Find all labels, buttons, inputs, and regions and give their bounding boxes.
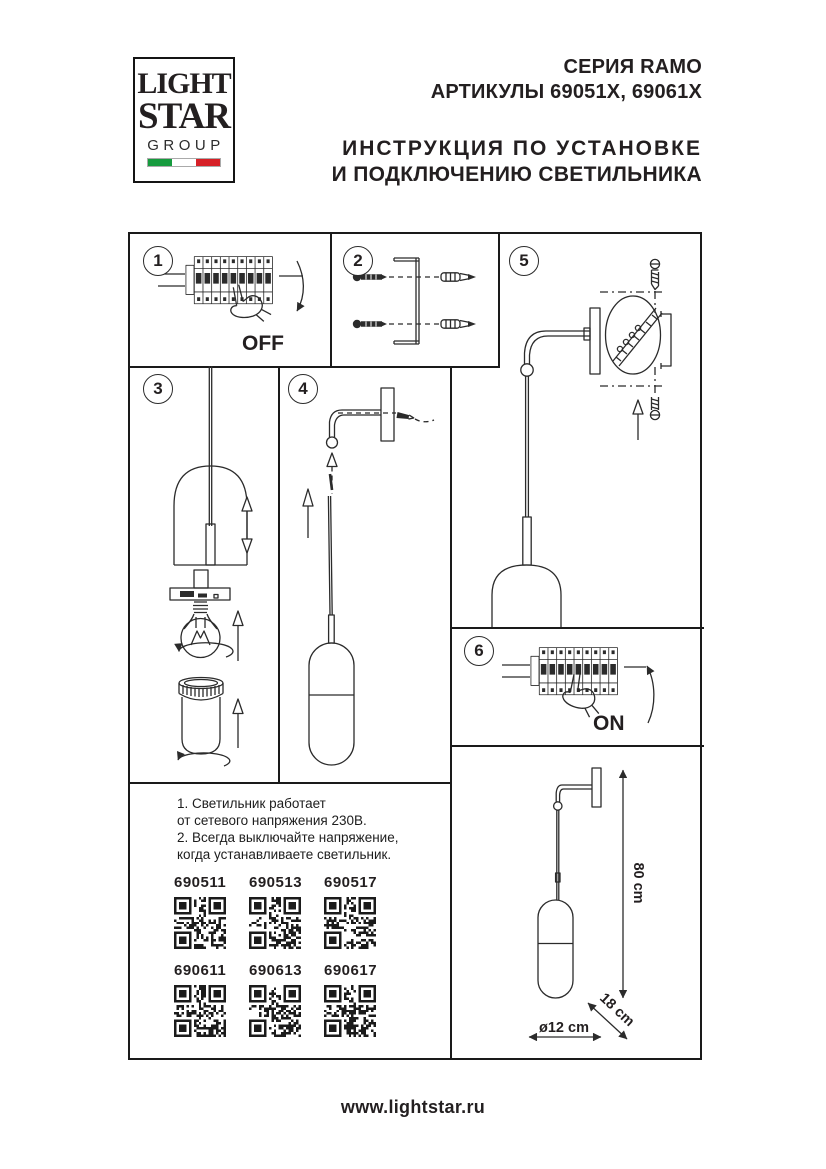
off-label: OFF xyxy=(242,332,284,355)
qr-code xyxy=(174,897,226,949)
up-arrow-icon xyxy=(233,611,243,626)
article-item xyxy=(249,874,324,949)
note-line: от сетевого напряжения 230В. xyxy=(177,813,367,828)
note-line: когда устанавливаете светильник. xyxy=(177,847,392,862)
step-panel-3 xyxy=(130,366,278,784)
step-panel-5 xyxy=(450,234,704,627)
arm-ball-joint xyxy=(521,364,533,376)
flag-green-segment xyxy=(148,159,172,166)
bulb-assembly-illustration xyxy=(130,366,278,784)
pendant-hanging-illustration xyxy=(278,366,450,784)
article-code: 690617 xyxy=(324,962,378,979)
step-number-badge: 3 xyxy=(143,374,173,404)
diameter-dimension-label: ø12 cm xyxy=(539,1020,589,1036)
step-number-badge: 4 xyxy=(288,374,318,404)
up-arrow-icon xyxy=(327,453,337,467)
articles-title: АРТИКУЛЫ 69051X, 69061X xyxy=(430,81,702,103)
circuit-breaker-icon xyxy=(531,648,617,695)
article-code: 690511 xyxy=(174,874,227,891)
qr-code xyxy=(324,985,376,1037)
dimensions-illustration xyxy=(450,745,704,1056)
article-code: 690611 xyxy=(174,962,227,979)
rotate-arrow-icon xyxy=(179,643,233,657)
up-arrow-icon xyxy=(303,489,313,506)
qr-code xyxy=(324,897,376,949)
italian-flag-bar xyxy=(147,158,221,167)
capsule-shade xyxy=(309,643,354,765)
switch-down-arrow-icon xyxy=(297,261,303,311)
lightstar-logo xyxy=(133,57,235,183)
article-code: 690613 xyxy=(249,962,303,979)
qr-code xyxy=(174,985,226,1037)
lamp-rod xyxy=(526,377,529,518)
lamp-arm xyxy=(525,331,591,364)
lamp-arm xyxy=(330,410,382,437)
note-line: 1. Светильник работает xyxy=(177,796,326,811)
on-label: ON xyxy=(593,712,625,735)
article-item xyxy=(174,962,249,1037)
step-panel-1 xyxy=(130,234,330,366)
logo-word-light: LIGHT xyxy=(137,67,231,100)
step-number-badge: 1 xyxy=(143,246,173,276)
flag-white-segment xyxy=(172,159,196,166)
screw-icon xyxy=(396,412,409,420)
lamp-shade xyxy=(492,565,561,627)
qr-code xyxy=(249,897,301,949)
article-item xyxy=(324,874,399,949)
light-bulb-icon xyxy=(184,602,217,629)
wall-plate xyxy=(592,768,601,807)
article-item xyxy=(249,962,324,1037)
note-line: 2. Всегда выключайте напряжение, xyxy=(177,830,399,845)
instruction-title-line1: ИНСТРУКЦИЯ ПО УСТАНОВКЕ xyxy=(342,137,702,160)
article-code: 690517 xyxy=(324,874,378,891)
suspension-cord xyxy=(557,810,559,900)
up-arrow-icon xyxy=(633,400,643,414)
suspension-cord xyxy=(209,366,211,526)
step-number-badge: 5 xyxy=(509,246,539,276)
instruction-title-line2: И ПОДКЛЮЧЕНИЮ СВЕТИЛЬНИКА xyxy=(331,163,702,186)
mounting-bracket xyxy=(661,311,671,369)
lamp-arm xyxy=(556,785,592,802)
arm-ball-joint xyxy=(554,802,562,810)
lamp-shade xyxy=(174,466,247,565)
article-qr-grid xyxy=(174,874,399,1037)
dimensions-panel xyxy=(450,745,704,1058)
wall-plate xyxy=(381,388,394,441)
article-item xyxy=(324,962,399,1037)
document-header xyxy=(332,55,702,188)
step-number-badge: 2 xyxy=(343,246,373,276)
step-panel-4 xyxy=(278,366,450,784)
step-panel-6 xyxy=(450,627,704,745)
logo-word-star: STAR xyxy=(138,96,230,137)
rotate-arrow-icon xyxy=(178,753,230,766)
capsule-shade xyxy=(538,900,573,998)
circuit-breaker-icon xyxy=(186,257,272,304)
switch-up-arrow-icon xyxy=(647,666,654,723)
series-title: СЕРИЯ RAMO xyxy=(563,56,702,78)
wall-plate xyxy=(590,308,600,374)
height-dimension-label: 80 cm xyxy=(630,862,646,904)
flag-red-segment xyxy=(196,159,220,166)
article-item xyxy=(174,874,249,949)
suspension-cord xyxy=(328,496,332,615)
logo-word-group: GROUP xyxy=(147,137,225,154)
qr-code xyxy=(249,985,301,1037)
arm-ball-joint xyxy=(327,437,338,448)
notes-and-articles-panel xyxy=(130,784,450,1058)
website-url: www.lightstar.ru xyxy=(340,1097,486,1117)
step-number-badge: 6 xyxy=(464,636,494,666)
up-down-arrow-icon xyxy=(242,497,252,511)
wall-mount-illustration xyxy=(450,234,704,627)
instruction-grid xyxy=(128,232,702,1060)
depth-dimension-label: 18 cm xyxy=(596,990,638,1030)
safety-notes xyxy=(177,795,398,863)
terminal-detail-bubble xyxy=(606,296,661,374)
up-arrow-icon xyxy=(233,699,243,714)
article-code: 690513 xyxy=(249,874,303,891)
pointing-hand-icon xyxy=(222,278,272,333)
